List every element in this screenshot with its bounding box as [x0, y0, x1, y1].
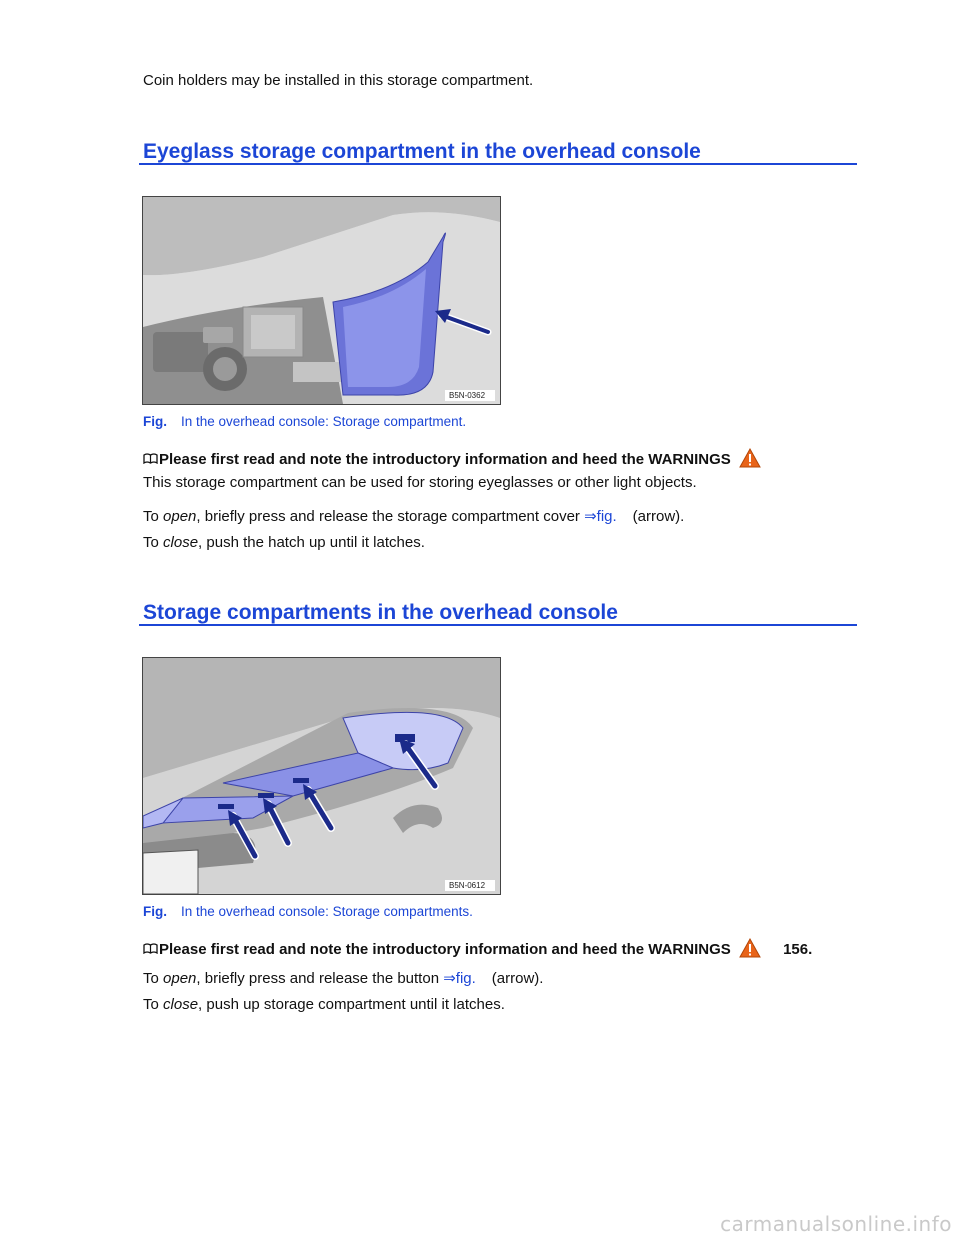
figure-code: B5N-0362: [449, 391, 486, 400]
open-prefix: To: [143, 508, 164, 525]
close-rest: , push up storage compartment until it latches.: [198, 996, 505, 1013]
note-page-ref[interactable]: 156.: [783, 941, 813, 958]
close-rest: , push the hatch up until it latches.: [198, 534, 425, 551]
note-line: [143, 448, 761, 472]
open-rest: , briefly press and release the storage compartment cover: [196, 508, 585, 525]
caption-text: In the overhead console: Storage compartments.: [181, 904, 473, 919]
arrow-ref: (arrow).: [632, 508, 685, 525]
open-instruction: [143, 970, 543, 988]
caption-label: Fig.: [143, 414, 167, 429]
figure-link[interactable]: ⇒fig.: [443, 970, 476, 987]
figure-link[interactable]: ⇒fig.: [584, 508, 617, 525]
figure-code: B5N-0612: [449, 881, 486, 890]
figure-storage-compartments: [142, 657, 501, 895]
open-word: open: [163, 970, 197, 987]
caption-text: In the overhead console: Storage compartment.: [181, 414, 467, 429]
figure-eyeglass-compartment: [142, 196, 501, 405]
open-instruction: [143, 508, 684, 526]
caption-label: Fig.: [143, 904, 167, 919]
close-instruction: [143, 996, 505, 1014]
open-word: open: [163, 508, 197, 525]
heading-rule: [139, 163, 857, 165]
note-text: Please first read and note the introductory information and heed the WARNINGS: [159, 451, 731, 468]
intro-text: Coin holders may be installed in this storage compartment.: [143, 72, 534, 89]
book-icon: [143, 451, 159, 468]
section-heading-storage: Storage compartments in the overhead console: [143, 601, 618, 624]
book-icon: [143, 941, 159, 958]
close-prefix: To: [143, 534, 164, 551]
body-text: This storage compartment can be used for storing eyeglasses or other light objects.: [143, 474, 697, 491]
close-instruction: [143, 534, 425, 552]
warning-triangle-icon[interactable]: [739, 448, 761, 472]
close-prefix: To: [143, 996, 164, 1013]
note-text: Please first read and note the introductory information and heed the WARNINGS: [159, 941, 731, 958]
figure-caption: [143, 414, 466, 429]
close-word: close: [163, 996, 199, 1013]
heading-rule: [139, 624, 857, 626]
footer-watermark: carmanualsonline.info: [720, 1212, 952, 1236]
open-prefix: To: [143, 970, 164, 987]
figure-caption: [143, 904, 473, 919]
note-line: [143, 938, 812, 962]
section-heading-eyeglass: Eyeglass storage compartment in the overhead console: [143, 140, 701, 163]
warning-triangle-icon[interactable]: [739, 938, 761, 962]
arrow-ref: (arrow).: [491, 970, 544, 987]
open-rest: , briefly press and release the button: [196, 970, 444, 987]
close-word: close: [163, 534, 199, 551]
